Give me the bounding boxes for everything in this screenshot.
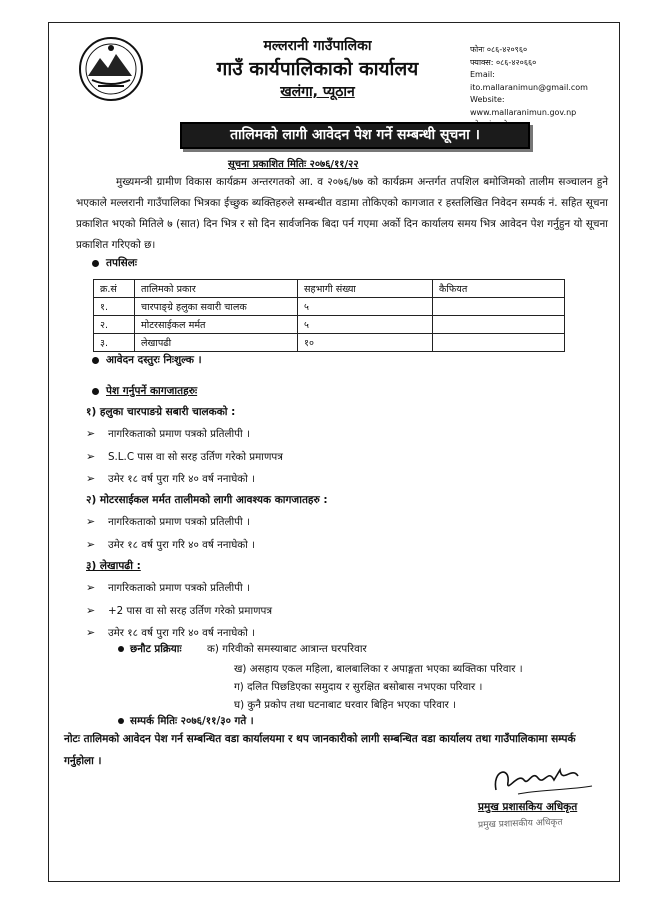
arrow-right-icon: ➢ <box>86 538 96 551</box>
list-item <box>86 427 250 441</box>
bullet-icon <box>118 718 124 724</box>
arrow-right-icon: ➢ <box>86 604 96 617</box>
list-item-text: उमेर १८ वर्ष पुरा गरि ४० वर्ष ननाघेको । <box>108 627 256 639</box>
signatory-title: प्रमुख प्रशासकिय अधिकृत <box>478 801 578 813</box>
list-item-text: नागरिकताको प्रमाण पत्रको प्रतिलीपी । <box>108 582 250 594</box>
documents-heading-text: पेश गर्नुपर्ने कागजातहरुः <box>106 385 198 397</box>
office-name: गाउँ कार्यपालिकाको कार्यालय <box>216 58 419 80</box>
documents-heading <box>92 384 197 398</box>
contact-block <box>470 44 610 132</box>
cell-sn: १. <box>94 298 135 316</box>
nepal-government-emblem-icon <box>78 36 144 102</box>
list-item <box>86 538 255 552</box>
note-paragraph: नोटः तालिमको आवेदन पेश गर्न सम्बन्धित वडा कार्यालयमा र थप जानकारीको लागी सम्बन्धित वडा कार्यालय तथा गाउँपालिकामा सम्पर्क गर्नुहोला । <box>64 733 576 767</box>
list-item-text: उमेर १८ वर्ष पुरा गरि ४० वर्ष ननाघेको । <box>108 539 256 551</box>
bullet-icon <box>92 260 99 267</box>
details-heading-text: तपसिलः <box>106 257 138 269</box>
notice-title-banner: तालिमको लागी आवेदन पेश गर्ने सम्बन्धी सूचना । <box>180 122 530 149</box>
table-row <box>94 316 565 334</box>
section-title: ३) लेखापढी : <box>86 560 141 572</box>
cell-sn: २. <box>94 316 135 334</box>
selection-criterion: घ) कुनै प्रकोप तथा घटनाबाट घरवार बिहिन भएका परिवार । <box>234 699 457 711</box>
list-item-text: S.L.C पास वा सो सरह उर्तिण गरेको प्रमाणपत्र <box>108 451 283 463</box>
letterhead <box>165 36 470 102</box>
selection-process-label <box>118 642 182 656</box>
contact-email: Email: ito.mallaranimun@gmail.com <box>470 70 588 92</box>
list-item <box>86 472 255 486</box>
list-item <box>86 450 283 464</box>
cell-remarks <box>433 334 565 352</box>
list-item-text: नागरिकताको प्रमाण पत्रको प्रतिलीपी । <box>108 516 250 528</box>
application-fee-text: आवेदन दस्तुरः निःशुल्क । <box>106 354 202 366</box>
list-item-text: उमेर १८ वर्ष पुरा गरि ४० वर्ष ननाघेको । <box>108 473 256 485</box>
cell-remarks <box>433 298 565 316</box>
col-header-type: तालिमको प्रकार <box>135 280 298 298</box>
contact-fax: फ्याक्स: ०८६-४२०६६० <box>470 57 537 67</box>
training-table <box>93 279 565 352</box>
list-item <box>86 626 255 640</box>
intro-paragraph: मुख्यमन्त्री ग्रामीण विकास कार्यक्रम अन्तरगतको आ. व २०७६/७७ को कार्यक्रम अन्तर्गत तपशिल बमोजिमको तालीम सञ्चालन हुने भएकाले मल्लरानी गाउँपालिका भित्रका ईच्छुक ब्यक्तिहरुले सम्बन्धीत वडामा तोकिएको कागजात र हस्तलिखित निवेदन सम्पर्क नं. सहित सूचना प्रकाशित भएको मितिले ७ (सात) दिन भित्र र सो दिन सार्वजनिक बिदा पर्न गएमा अर्को दिन कार्यालय समय भित्र आवेदन पेश गर्नुहुन यो सूचना प्रकाशित गरिएको छ। <box>76 176 608 251</box>
cell-count: ५ <box>298 316 433 334</box>
list-item <box>86 604 272 618</box>
cell-sn: ३. <box>94 334 135 352</box>
contact-phone: फोनः ०८६-४२०९६० <box>470 45 528 54</box>
table-row <box>94 298 565 316</box>
bullet-icon <box>118 646 124 652</box>
arrow-right-icon: ➢ <box>86 427 96 440</box>
office-location: खलंगा, प्यूठान <box>280 84 355 100</box>
selection-criterion: ग) दलित पिछडिएका समुदाय र सुरक्षित बसोबास नभएका परिवार । <box>234 681 483 693</box>
cell-count: १० <box>298 334 433 352</box>
selection-criterion: क) गरिवीको समस्याबाट आत्रान्त घरपरिवार <box>207 643 367 655</box>
selection-criterion: ख) असहाय एकल महिला, बालबालिका र अपाङ्गता भएका ब्यक्तिका परिवार । <box>234 663 523 675</box>
bullet-icon <box>92 357 99 364</box>
col-header-count: सहभागी संख्या <box>298 280 433 298</box>
details-heading <box>92 256 137 270</box>
list-item-text: नागरिकताको प्रमाण पत्रको प्रतिलीपी । <box>108 428 250 440</box>
cell-count: ५ <box>298 298 433 316</box>
col-header-remarks: कैफियत <box>433 280 565 298</box>
arrow-right-icon: ➢ <box>86 626 96 639</box>
arrow-right-icon: ➢ <box>86 450 96 463</box>
table-header-row <box>94 280 565 298</box>
cell-type: लेखापढी <box>135 334 298 352</box>
col-header-sn: क्र.सं <box>94 280 135 298</box>
list-item <box>86 581 250 595</box>
section-title: २) मोटरसाईकल मर्मत तालीमको लागी आवश्यक कागजातहरु : <box>86 494 328 506</box>
arrow-right-icon: ➢ <box>86 515 96 528</box>
arrow-right-icon: ➢ <box>86 581 96 594</box>
contact-website: Website: www.mallaranimun.gov.np <box>470 95 577 117</box>
section-title: १) हलुका चारपाङग्रे सबारी चालकको : <box>86 406 236 418</box>
list-item <box>86 515 250 529</box>
contact-date <box>118 714 254 728</box>
bullet-icon <box>92 388 99 395</box>
publication-date: सूचना प्रकाशित मितिः २०७६/११/२२ <box>228 159 359 170</box>
municipality-name: मल्लरानी गाउँपालिका <box>263 38 372 54</box>
cell-type: मोटरसाईकल मर्मत <box>135 316 298 334</box>
cell-type: चारपाङ्ग्रे हलुका सवारी चालक <box>135 298 298 316</box>
selection-process-label-text: छनौट प्रक्रियाः <box>130 643 182 655</box>
contact-date-text: सम्पर्क मितिः २०७६/११/३० गते । <box>130 715 254 727</box>
arrow-right-icon: ➢ <box>86 472 96 485</box>
list-item-text: +2 पास वा सो सरह उर्तिण गरेको प्रमाणपत्र <box>108 605 273 617</box>
table-row <box>94 334 565 352</box>
application-fee <box>92 353 202 367</box>
handwritten-signature <box>488 760 598 800</box>
cell-remarks <box>433 316 565 334</box>
official-stamp: प्रमुख प्रशासकीय अधिकृत <box>477 817 563 831</box>
